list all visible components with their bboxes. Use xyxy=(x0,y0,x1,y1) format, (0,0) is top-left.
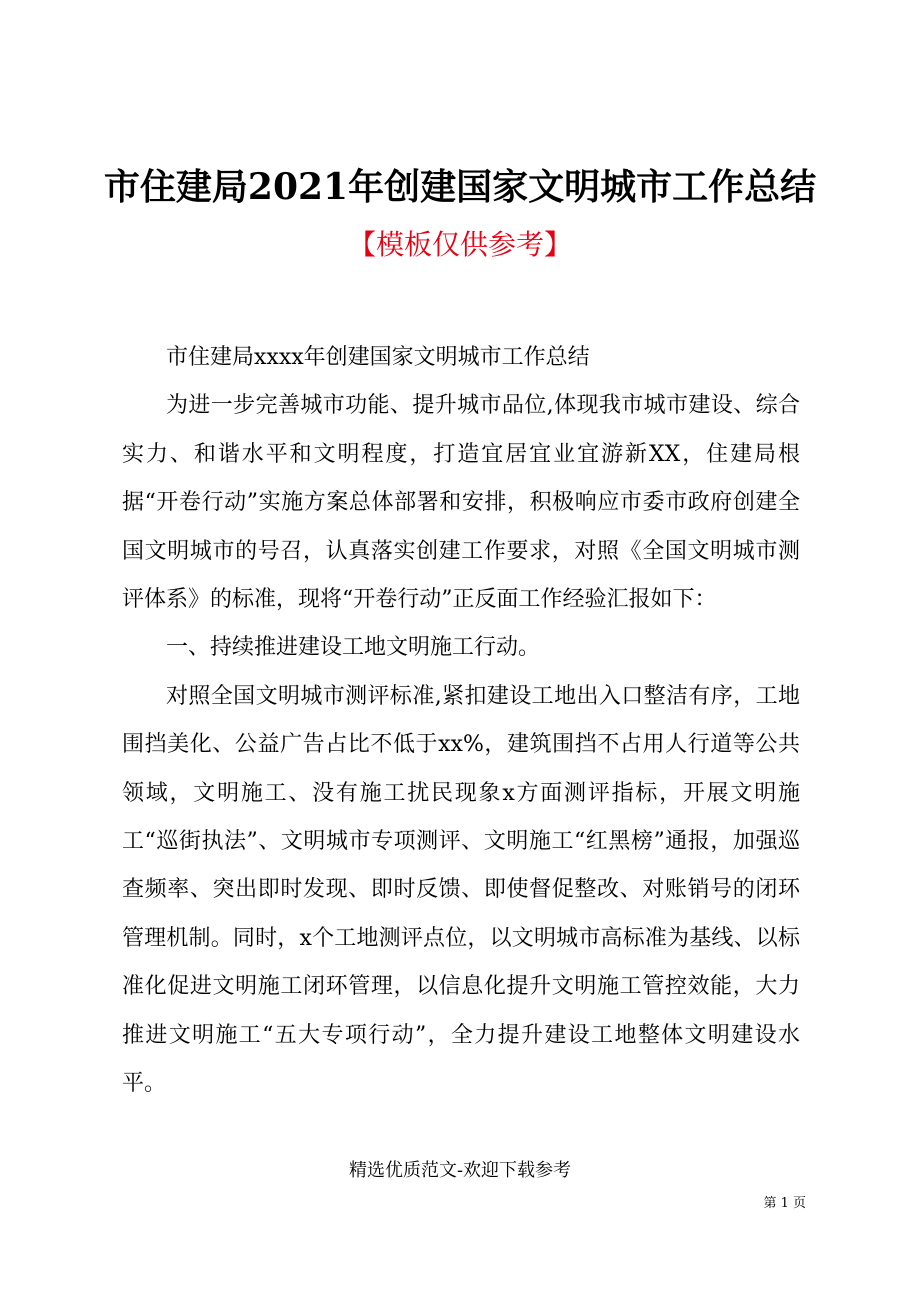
page-number: 第 1 页 xyxy=(763,1196,806,1211)
page-subtitle: 【模板仅供参考】 xyxy=(347,228,572,261)
paragraph-heading: 市住建局xxxx年创建国家文明城市工作总结 xyxy=(166,345,590,370)
document-body xyxy=(122,334,800,1109)
page-title: 市住建局2021年创建国家文明城市工作总结 xyxy=(103,166,817,208)
paragraph-section-heading: 一、持续推进建设工地文明施工行动。 xyxy=(166,635,541,661)
footer-note: 精选优质范文-欢迎下载参考 xyxy=(348,1160,572,1181)
paragraph-intro: 为进一步完善城市功能、提升城市品位,体现我市城市建设、综合实力、和谐水平和文明程度，打造宜居宜业宜游新XX，住建局根据“开卷行动”实施方案总体部署和安排，积极响应市委市政府创建全国文明城市的号召，认真落实创建工作要求，对照《全国文明城市测评体系》的标准，现将“开卷行动”正反面工作经验汇报如下： xyxy=(122,393,800,613)
paragraph-section-body: 对照全国文明城市测评标准,紧扣建设工地出入口整洁有序，工地围挡美化、公益广告占比不低于xx%，建筑围挡不占用人行道等公共领域，文明施工、没有施工扰民现象x方面测评指标，开展文明施工“巡街执法”、文明城市专项测评、文明施工“红黑榜”通报，加强巡查频率、突出即时发现、即时反馈、即使督促整改、对账销号的闭环管理机制。同时，x个工地测评点位，以文明城市高标准为基线、以标准化促进文明施工闭环管理，以信息化提升文明施工管控效能，大力推进文明施工“五大专项行动”，全力提升建设工地整体文明建设水平。 xyxy=(122,683,800,1097)
